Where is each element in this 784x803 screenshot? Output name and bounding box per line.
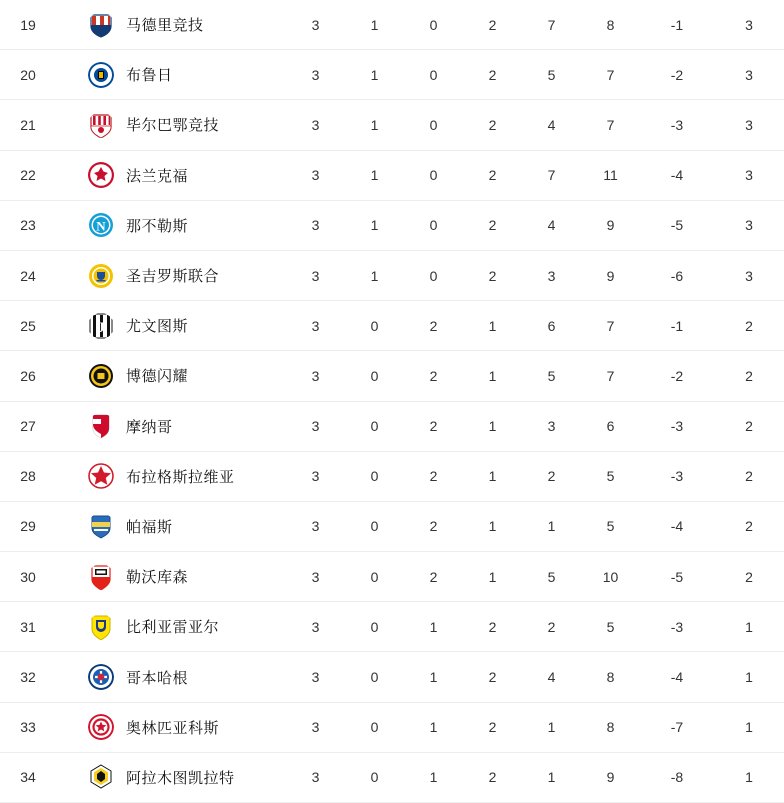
- team-cell[interactable]: [56, 212, 286, 238]
- team-cell[interactable]: [56, 263, 286, 289]
- team-cell[interactable]: [56, 62, 286, 88]
- team-name: 摩纳哥: [126, 418, 173, 436]
- goal-difference-cell: -5: [670, 217, 684, 234]
- played-cell: 3: [311, 167, 320, 184]
- villarreal-crest: [88, 614, 114, 640]
- table-row[interactable]: [0, 0, 784, 50]
- goal-difference-cell: -4: [670, 518, 684, 535]
- rank-cell: 21: [20, 116, 36, 133]
- goals-for-cell: 5: [547, 367, 556, 384]
- points-cell: 1: [745, 618, 753, 635]
- win-cell: 1: [370, 66, 379, 83]
- played-cell: 3: [311, 719, 320, 736]
- rank-cell: 22: [20, 167, 36, 184]
- goal-difference-cell: -1: [670, 317, 684, 334]
- goals-for-cell: 2: [547, 618, 556, 635]
- points-cell: 1: [745, 719, 753, 736]
- monaco-crest: [88, 413, 114, 439]
- rank-cell: 26: [20, 367, 36, 384]
- goals-against-cell: 11: [603, 167, 618, 184]
- rank-cell: 23: [20, 217, 36, 234]
- goal-difference-cell: -5: [670, 568, 684, 585]
- bodo-glimt-crest: [88, 363, 114, 389]
- draw-cell: 1: [429, 769, 438, 786]
- rank-cell: 32: [20, 669, 36, 686]
- team-name: 尤文图斯: [126, 318, 189, 336]
- table-row[interactable]: [0, 201, 784, 251]
- loss-cell: 1: [488, 468, 497, 485]
- goals-against-cell: 7: [606, 367, 615, 384]
- points-cell: 3: [745, 16, 753, 33]
- goals-against-cell: 6: [606, 418, 615, 435]
- team-cell[interactable]: [56, 664, 286, 690]
- goals-against-cell: 7: [606, 317, 615, 334]
- goal-difference-cell: -7: [670, 719, 684, 736]
- loss-cell: 2: [488, 217, 497, 234]
- table-row[interactable]: [0, 301, 784, 351]
- win-cell: 1: [370, 267, 379, 284]
- goals-against-cell: 9: [606, 769, 615, 786]
- goals-for-cell: 7: [547, 16, 556, 33]
- goal-difference-cell: -6: [670, 267, 684, 284]
- loss-cell: 2: [488, 719, 497, 736]
- svg-text:N: N: [96, 218, 106, 234]
- goals-against-cell: 7: [606, 66, 615, 83]
- team-name: 布鲁日: [126, 67, 173, 85]
- eintracht-frankfurt-crest: [88, 162, 114, 188]
- table-row[interactable]: [0, 753, 784, 803]
- goal-difference-cell: -4: [670, 167, 684, 184]
- rank-cell: 30: [20, 568, 36, 585]
- team-name: 奥林匹亚科斯: [126, 719, 220, 737]
- team-cell[interactable]: [56, 363, 286, 389]
- win-cell: 0: [370, 769, 379, 786]
- team-name: 勒沃库森: [126, 569, 189, 587]
- team-cell[interactable]: [56, 313, 286, 339]
- goals-for-cell: 5: [547, 66, 556, 83]
- goals-against-cell: 8: [606, 16, 615, 33]
- goal-difference-cell: -3: [670, 468, 684, 485]
- athletic-bilbao-crest: [88, 112, 114, 138]
- goals-for-cell: 1: [547, 719, 556, 736]
- table-row[interactable]: [0, 452, 784, 502]
- team-name: 布拉格斯拉维亚: [126, 468, 235, 486]
- goals-against-cell: 8: [606, 719, 615, 736]
- table-row[interactable]: [0, 100, 784, 150]
- loss-cell: 2: [488, 66, 497, 83]
- olympiacos-crest: [88, 714, 114, 740]
- points-cell: 1: [745, 769, 753, 786]
- draw-cell: 2: [429, 367, 438, 384]
- draw-cell: 0: [429, 167, 438, 184]
- goals-against-cell: 8: [606, 669, 615, 686]
- win-cell: 0: [370, 367, 379, 384]
- rank-cell: 28: [20, 468, 36, 485]
- slavia-prague-crest: [88, 463, 114, 489]
- team-name: 法兰克福: [126, 167, 189, 185]
- team-cell[interactable]: [56, 413, 286, 439]
- team-cell[interactable]: [56, 714, 286, 740]
- juventus-crest: [88, 313, 114, 339]
- goal-difference-cell: -2: [670, 66, 684, 83]
- loss-cell: 1: [488, 418, 497, 435]
- goals-for-cell: 4: [547, 217, 556, 234]
- rank-cell: 19: [20, 16, 36, 33]
- played-cell: 3: [311, 116, 320, 133]
- points-cell: 3: [745, 267, 753, 284]
- loss-cell: 2: [488, 16, 497, 33]
- win-cell: 0: [370, 317, 379, 334]
- win-cell: 0: [370, 568, 379, 585]
- team-cell[interactable]: [56, 162, 286, 188]
- goals-for-cell: 4: [547, 669, 556, 686]
- draw-cell: 0: [429, 116, 438, 133]
- table-row[interactable]: [0, 552, 784, 602]
- team-cell[interactable]: [56, 463, 286, 489]
- goals-against-cell: 5: [606, 518, 615, 535]
- goals-for-cell: 6: [547, 317, 556, 334]
- team-cell[interactable]: [56, 513, 286, 539]
- played-cell: 3: [311, 769, 320, 786]
- win-cell: 0: [370, 719, 379, 736]
- kairat-almaty-crest: [88, 764, 114, 790]
- played-cell: 3: [311, 669, 320, 686]
- table-row[interactable]: [0, 351, 784, 401]
- win-cell: 0: [370, 618, 379, 635]
- win-cell: 0: [370, 418, 379, 435]
- goals-against-cell: 5: [606, 468, 615, 485]
- pafos-crest: [88, 513, 114, 539]
- loss-cell: 1: [488, 568, 497, 585]
- points-cell: 1: [745, 669, 753, 686]
- napoli-crest: [88, 212, 114, 238]
- win-cell: 1: [370, 217, 379, 234]
- club-brugge-crest: [88, 62, 114, 88]
- table-row[interactable]: [0, 703, 784, 753]
- table-row[interactable]: [0, 251, 784, 301]
- draw-cell: 1: [429, 719, 438, 736]
- win-cell: 0: [370, 669, 379, 686]
- team-name: 那不勒斯: [126, 217, 189, 235]
- team-cell[interactable]: [56, 764, 286, 790]
- win-cell: 0: [370, 468, 379, 485]
- goal-difference-cell: -4: [670, 669, 684, 686]
- team-name: 比利亚雷亚尔: [126, 619, 220, 637]
- table-row[interactable]: [0, 151, 784, 201]
- goals-against-cell: 5: [606, 618, 615, 635]
- draw-cell: 2: [429, 518, 438, 535]
- points-cell: 2: [745, 468, 753, 485]
- goals-for-cell: 4: [547, 116, 556, 133]
- loss-cell: 1: [488, 518, 497, 535]
- draw-cell: 2: [429, 418, 438, 435]
- goals-for-cell: 1: [547, 769, 556, 786]
- draw-cell: 2: [429, 468, 438, 485]
- rank-cell: 24: [20, 267, 36, 284]
- table-row[interactable]: [0, 652, 784, 702]
- win-cell: 1: [370, 116, 379, 133]
- atletico-madrid-crest: [88, 12, 114, 38]
- played-cell: 3: [311, 568, 320, 585]
- goals-against-cell: 10: [602, 568, 619, 585]
- goals-for-cell: 5: [547, 568, 556, 585]
- goal-difference-cell: -3: [670, 618, 684, 635]
- copenhagen-crest: [88, 664, 114, 690]
- goal-difference-cell: -8: [670, 769, 684, 786]
- team-cell[interactable]: [56, 12, 286, 38]
- goals-against-cell: 9: [606, 267, 615, 284]
- rank-cell: 33: [20, 719, 36, 736]
- points-cell: 2: [745, 568, 753, 585]
- draw-cell: 1: [429, 618, 438, 635]
- points-cell: 2: [745, 367, 753, 384]
- draw-cell: 0: [429, 217, 438, 234]
- rank-cell: 20: [20, 66, 36, 83]
- loss-cell: 2: [488, 669, 497, 686]
- loss-cell: 1: [488, 317, 497, 334]
- goals-for-cell: 3: [547, 418, 556, 435]
- win-cell: 1: [370, 167, 379, 184]
- played-cell: 3: [311, 16, 320, 33]
- rank-cell: 31: [20, 618, 36, 635]
- played-cell: 3: [311, 66, 320, 83]
- team-name: 毕尔巴鄂竞技: [126, 117, 220, 135]
- played-cell: 3: [311, 618, 320, 635]
- team-name: 圣吉罗斯联合: [126, 268, 220, 286]
- rank-cell: 25: [20, 317, 36, 334]
- team-name: 马德里竞技: [126, 17, 204, 35]
- played-cell: 3: [311, 317, 320, 334]
- points-cell: 3: [745, 167, 753, 184]
- team-name: 博德闪耀: [126, 368, 189, 386]
- points-cell: 2: [745, 317, 753, 334]
- points-cell: 2: [745, 518, 753, 535]
- table-row[interactable]: [0, 502, 784, 552]
- team-cell[interactable]: [56, 614, 286, 640]
- bayer-leverkusen-crest: [88, 564, 114, 590]
- loss-cell: 2: [488, 618, 497, 635]
- rank-cell: 29: [20, 518, 36, 535]
- played-cell: 3: [311, 468, 320, 485]
- loss-cell: 2: [488, 116, 497, 133]
- rank-cell: 27: [20, 418, 36, 435]
- goals-for-cell: 3: [547, 267, 556, 284]
- win-cell: 0: [370, 518, 379, 535]
- win-cell: 1: [370, 16, 379, 33]
- team-name: 阿拉木图凯拉特: [126, 769, 235, 787]
- played-cell: 3: [311, 217, 320, 234]
- table-row[interactable]: [0, 602, 784, 652]
- played-cell: 3: [311, 518, 320, 535]
- draw-cell: 2: [429, 568, 438, 585]
- table-row[interactable]: [0, 402, 784, 452]
- goals-for-cell: 2: [547, 468, 556, 485]
- played-cell: 3: [311, 267, 320, 284]
- loss-cell: 2: [488, 769, 497, 786]
- team-cell[interactable]: [56, 564, 286, 590]
- team-name: 帕福斯: [126, 518, 173, 536]
- loss-cell: 2: [488, 267, 497, 284]
- team-name: 哥本哈根: [126, 669, 189, 687]
- goals-against-cell: 9: [606, 217, 615, 234]
- team-cell[interactable]: [56, 112, 286, 138]
- table-row[interactable]: [0, 50, 784, 100]
- points-cell: 3: [745, 66, 753, 83]
- loss-cell: 2: [488, 167, 497, 184]
- played-cell: 3: [311, 418, 320, 435]
- played-cell: 3: [311, 367, 320, 384]
- union-saint-gilloise-crest: [88, 263, 114, 289]
- points-cell: 3: [745, 217, 753, 234]
- goal-difference-cell: -2: [670, 367, 684, 384]
- rank-cell: 34: [20, 769, 36, 786]
- goal-difference-cell: -3: [670, 418, 684, 435]
- draw-cell: 0: [429, 267, 438, 284]
- goals-for-cell: 7: [547, 167, 556, 184]
- loss-cell: 1: [488, 367, 497, 384]
- points-cell: 2: [745, 418, 753, 435]
- goals-for-cell: 1: [547, 518, 556, 535]
- draw-cell: 0: [429, 16, 438, 33]
- goal-difference-cell: -3: [670, 116, 684, 133]
- goal-difference-cell: -1: [670, 16, 684, 33]
- draw-cell: 1: [429, 669, 438, 686]
- draw-cell: 0: [429, 66, 438, 83]
- draw-cell: 2: [429, 317, 438, 334]
- points-cell: 3: [745, 116, 753, 133]
- svg-text:J: J: [97, 319, 105, 336]
- goals-against-cell: 7: [606, 116, 615, 133]
